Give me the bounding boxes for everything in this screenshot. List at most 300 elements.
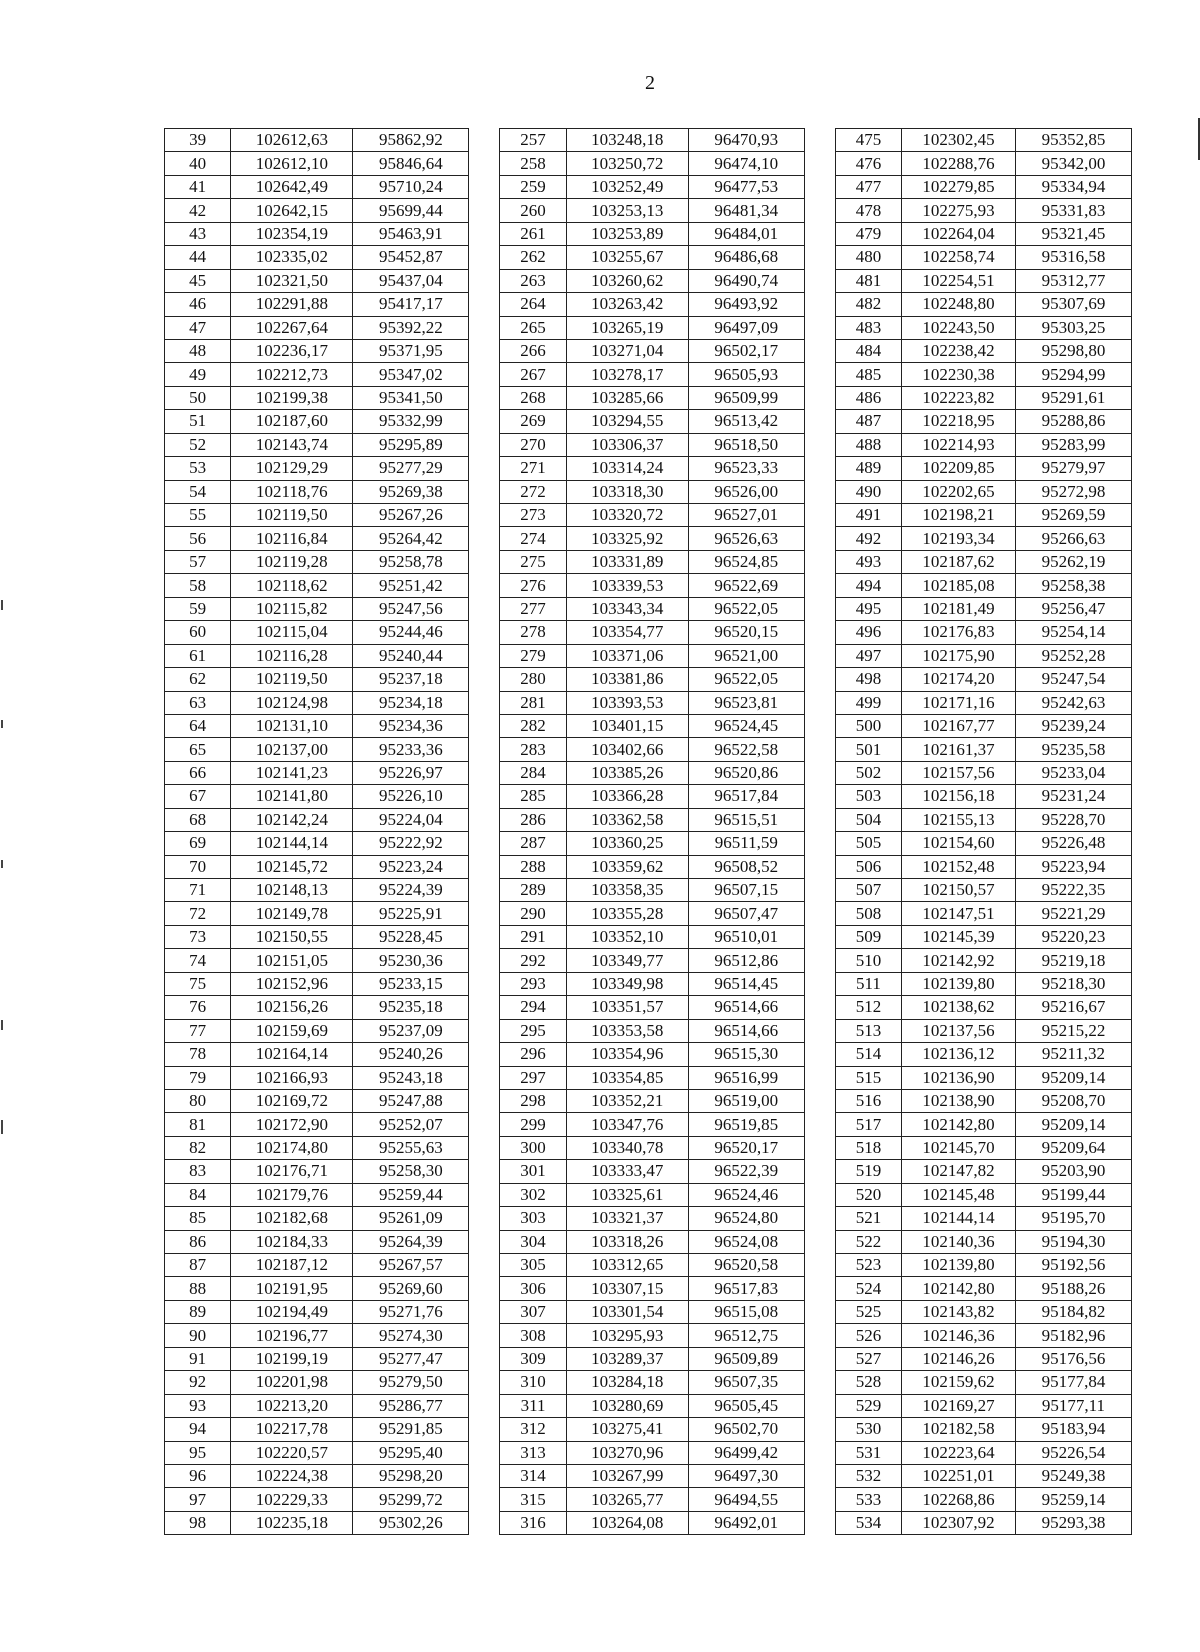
- y-coordinate-cell: 95177,84: [1015, 1371, 1131, 1394]
- table-row: [165, 433, 1132, 456]
- y-coordinate-cell: 95226,48: [1015, 832, 1131, 855]
- column-group-separator: [469, 1254, 500, 1277]
- point-number-cell: 41: [165, 175, 231, 198]
- y-coordinate-cell: 96518,50: [688, 433, 804, 456]
- point-number-cell: 312: [500, 1418, 566, 1441]
- y-coordinate-cell: 95209,64: [1015, 1136, 1131, 1159]
- point-number-cell: 513: [835, 1019, 901, 1042]
- point-number-cell: 42: [165, 199, 231, 222]
- x-coordinate-cell: 103270,96: [566, 1441, 688, 1464]
- point-number-cell: 88: [165, 1277, 231, 1300]
- y-coordinate-cell: 96523,81: [688, 691, 804, 714]
- x-coordinate-cell: 102220,57: [231, 1441, 353, 1464]
- x-coordinate-cell: 102139,80: [902, 1254, 1016, 1277]
- point-number-cell: 39: [165, 129, 231, 152]
- x-coordinate-cell: 102169,72: [231, 1089, 353, 1112]
- column-group-separator: [469, 457, 500, 480]
- y-coordinate-cell: 95222,92: [353, 832, 469, 855]
- column-group-separator: [804, 1113, 835, 1136]
- x-coordinate-cell: 102131,10: [231, 714, 353, 737]
- x-coordinate-cell: 102146,26: [902, 1347, 1016, 1370]
- table-row: [165, 996, 1132, 1019]
- table-row: [165, 246, 1132, 269]
- point-number-cell: 260: [500, 199, 566, 222]
- y-coordinate-cell: 95223,24: [353, 855, 469, 878]
- y-coordinate-cell: 95261,09: [353, 1207, 469, 1230]
- table-row: [165, 668, 1132, 691]
- y-coordinate-cell: 96494,55: [688, 1488, 804, 1511]
- y-coordinate-cell: 95352,85: [1015, 129, 1131, 152]
- y-coordinate-cell: 96499,42: [688, 1441, 804, 1464]
- y-coordinate-cell: 95371,95: [353, 339, 469, 362]
- column-group-separator: [469, 1089, 500, 1112]
- point-number-cell: 275: [500, 550, 566, 573]
- y-coordinate-cell: 95334,94: [1015, 175, 1131, 198]
- column-group-separator: [469, 1347, 500, 1370]
- point-number-cell: 265: [500, 316, 566, 339]
- y-coordinate-cell: 95235,18: [353, 996, 469, 1019]
- point-number-cell: 493: [835, 550, 901, 573]
- x-coordinate-cell: 103352,10: [566, 925, 688, 948]
- x-coordinate-cell: 102124,98: [231, 691, 353, 714]
- point-number-cell: 277: [500, 597, 566, 620]
- x-coordinate-cell: 102138,90: [902, 1089, 1016, 1112]
- column-group-separator: [804, 1160, 835, 1183]
- y-coordinate-cell: 96520,17: [688, 1136, 804, 1159]
- point-number-cell: 268: [500, 386, 566, 409]
- column-group-separator: [469, 738, 500, 761]
- x-coordinate-cell: 102149,78: [231, 902, 353, 925]
- point-number-cell: 60: [165, 621, 231, 644]
- y-coordinate-cell: 95251,42: [353, 574, 469, 597]
- y-coordinate-cell: 95316,58: [1015, 246, 1131, 269]
- point-number-cell: 95: [165, 1441, 231, 1464]
- point-number-cell: 297: [500, 1066, 566, 1089]
- x-coordinate-cell: 102138,62: [902, 996, 1016, 1019]
- x-coordinate-cell: 103253,89: [566, 222, 688, 245]
- x-coordinate-cell: 103289,37: [566, 1347, 688, 1370]
- column-group-separator: [804, 1207, 835, 1230]
- y-coordinate-cell: 95224,04: [353, 808, 469, 831]
- point-number-cell: 528: [835, 1371, 901, 1394]
- column-group-separator: [469, 902, 500, 925]
- point-number-cell: 478: [835, 199, 901, 222]
- table-row: [165, 550, 1132, 573]
- x-coordinate-cell: 103295,93: [566, 1324, 688, 1347]
- table-row: [165, 316, 1132, 339]
- x-coordinate-cell: 102144,14: [902, 1207, 1016, 1230]
- column-group-separator: [804, 714, 835, 737]
- x-coordinate-cell: 103321,37: [566, 1207, 688, 1230]
- point-number-cell: 59: [165, 597, 231, 620]
- x-coordinate-cell: 102152,96: [231, 972, 353, 995]
- column-group-separator: [804, 1230, 835, 1253]
- point-number-cell: 91: [165, 1347, 231, 1370]
- table-row: [165, 1277, 1132, 1300]
- column-group-separator: [469, 668, 500, 691]
- x-coordinate-cell: 103267,99: [566, 1464, 688, 1487]
- point-number-cell: 58: [165, 574, 231, 597]
- x-coordinate-cell: 103362,58: [566, 808, 688, 831]
- y-coordinate-cell: 95184,82: [1015, 1300, 1131, 1323]
- y-coordinate-cell: 95240,26: [353, 1043, 469, 1066]
- point-number-cell: 82: [165, 1136, 231, 1159]
- table-row: [165, 1066, 1132, 1089]
- point-number-cell: 281: [500, 691, 566, 714]
- point-number-cell: 87: [165, 1254, 231, 1277]
- column-group-separator: [804, 972, 835, 995]
- point-number-cell: 502: [835, 761, 901, 784]
- x-coordinate-cell: 102154,60: [902, 832, 1016, 855]
- y-coordinate-cell: 95437,04: [353, 269, 469, 292]
- y-coordinate-cell: 95258,30: [353, 1160, 469, 1183]
- point-number-cell: 530: [835, 1418, 901, 1441]
- column-group-separator: [804, 1511, 835, 1534]
- x-coordinate-cell: 102288,76: [902, 152, 1016, 175]
- x-coordinate-cell: 102335,02: [231, 246, 353, 269]
- x-coordinate-cell: 103340,78: [566, 1136, 688, 1159]
- x-coordinate-cell: 102161,37: [902, 738, 1016, 761]
- point-number-cell: 93: [165, 1394, 231, 1417]
- y-coordinate-cell: 95182,96: [1015, 1324, 1131, 1347]
- point-number-cell: 272: [500, 480, 566, 503]
- table-row: [165, 480, 1132, 503]
- point-number-cell: 89: [165, 1300, 231, 1323]
- y-coordinate-cell: 96524,46: [688, 1183, 804, 1206]
- x-coordinate-cell: 103349,98: [566, 972, 688, 995]
- column-group-separator: [804, 785, 835, 808]
- x-coordinate-cell: 103318,30: [566, 480, 688, 503]
- x-coordinate-cell: 102198,21: [902, 504, 1016, 527]
- y-coordinate-cell: 96514,66: [688, 1019, 804, 1042]
- point-number-cell: 296: [500, 1043, 566, 1066]
- point-number-cell: 75: [165, 972, 231, 995]
- x-coordinate-cell: 102218,95: [902, 410, 1016, 433]
- column-group-separator: [469, 1488, 500, 1511]
- x-coordinate-cell: 102129,29: [231, 457, 353, 480]
- table-row: [165, 902, 1132, 925]
- y-coordinate-cell: 95452,87: [353, 246, 469, 269]
- x-coordinate-cell: 103393,53: [566, 691, 688, 714]
- point-number-cell: 74: [165, 949, 231, 972]
- point-number-cell: 309: [500, 1347, 566, 1370]
- column-group-separator: [804, 832, 835, 855]
- column-group-separator: [469, 1394, 500, 1417]
- y-coordinate-cell: 95195,70: [1015, 1207, 1131, 1230]
- y-coordinate-cell: 96519,00: [688, 1089, 804, 1112]
- point-number-cell: 314: [500, 1464, 566, 1487]
- point-number-cell: 57: [165, 550, 231, 573]
- y-coordinate-cell: 95252,28: [1015, 644, 1131, 667]
- column-group-separator: [804, 339, 835, 362]
- column-group-separator: [469, 574, 500, 597]
- x-coordinate-cell: 102212,73: [231, 363, 353, 386]
- x-coordinate-cell: 103271,04: [566, 339, 688, 362]
- table-row: [165, 1254, 1132, 1277]
- point-number-cell: 62: [165, 668, 231, 691]
- y-coordinate-cell: 95188,26: [1015, 1277, 1131, 1300]
- y-coordinate-cell: 96507,15: [688, 879, 804, 902]
- x-coordinate-cell: 102182,58: [902, 1418, 1016, 1441]
- point-number-cell: 479: [835, 222, 901, 245]
- y-coordinate-cell: 95233,36: [353, 738, 469, 761]
- y-coordinate-cell: 95710,24: [353, 175, 469, 198]
- point-number-cell: 515: [835, 1066, 901, 1089]
- x-coordinate-cell: 102147,51: [902, 902, 1016, 925]
- point-number-cell: 258: [500, 152, 566, 175]
- point-number-cell: 70: [165, 855, 231, 878]
- y-coordinate-cell: 95228,45: [353, 925, 469, 948]
- point-number-cell: 488: [835, 433, 901, 456]
- y-coordinate-cell: 96515,08: [688, 1300, 804, 1323]
- y-coordinate-cell: 95208,70: [1015, 1089, 1131, 1112]
- column-group-separator: [804, 1488, 835, 1511]
- x-coordinate-cell: 102223,82: [902, 386, 1016, 409]
- table-row: [165, 1160, 1132, 1183]
- table-row: [165, 1089, 1132, 1112]
- y-coordinate-cell: 96510,01: [688, 925, 804, 948]
- column-group-separator: [804, 879, 835, 902]
- point-number-cell: 40: [165, 152, 231, 175]
- point-number-cell: 68: [165, 808, 231, 831]
- y-coordinate-cell: 96515,30: [688, 1043, 804, 1066]
- y-coordinate-cell: 95259,44: [353, 1183, 469, 1206]
- y-coordinate-cell: 95321,45: [1015, 222, 1131, 245]
- x-coordinate-cell: 102193,34: [902, 527, 1016, 550]
- point-number-cell: 92: [165, 1371, 231, 1394]
- x-coordinate-cell: 103312,65: [566, 1254, 688, 1277]
- point-number-cell: 271: [500, 457, 566, 480]
- table-row: [165, 855, 1132, 878]
- x-coordinate-cell: 102148,13: [231, 879, 353, 902]
- y-coordinate-cell: 95256,47: [1015, 597, 1131, 620]
- x-coordinate-cell: 102174,20: [902, 668, 1016, 691]
- column-group-separator: [804, 808, 835, 831]
- y-coordinate-cell: 95862,92: [353, 129, 469, 152]
- y-coordinate-cell: 95303,25: [1015, 316, 1131, 339]
- point-number-cell: 518: [835, 1136, 901, 1159]
- column-group-separator: [469, 1160, 500, 1183]
- column-group-separator: [469, 433, 500, 456]
- x-coordinate-cell: 102230,38: [902, 363, 1016, 386]
- y-coordinate-cell: 95277,29: [353, 457, 469, 480]
- column-group-separator: [804, 996, 835, 1019]
- x-coordinate-cell: 102229,33: [231, 1488, 353, 1511]
- point-number-cell: 266: [500, 339, 566, 362]
- x-coordinate-cell: 103371,06: [566, 644, 688, 667]
- x-coordinate-cell: 102156,18: [902, 785, 1016, 808]
- point-number-cell: 97: [165, 1488, 231, 1511]
- point-number-cell: 69: [165, 832, 231, 855]
- point-number-cell: 51: [165, 410, 231, 433]
- x-coordinate-cell: 102612,63: [231, 129, 353, 152]
- x-coordinate-cell: 103351,57: [566, 996, 688, 1019]
- table-row: [165, 504, 1132, 527]
- y-coordinate-cell: 95209,14: [1015, 1113, 1131, 1136]
- table-row: [165, 925, 1132, 948]
- column-group-separator: [469, 879, 500, 902]
- column-group-separator: [804, 1441, 835, 1464]
- point-number-cell: 289: [500, 879, 566, 902]
- table-row: [165, 293, 1132, 316]
- point-number-cell: 86: [165, 1230, 231, 1253]
- y-coordinate-cell: 95218,30: [1015, 972, 1131, 995]
- table-row: [165, 1464, 1132, 1487]
- point-number-cell: 489: [835, 457, 901, 480]
- x-coordinate-cell: 102302,45: [902, 129, 1016, 152]
- point-number-cell: 509: [835, 925, 901, 948]
- column-group-separator: [804, 433, 835, 456]
- y-coordinate-cell: 95269,38: [353, 480, 469, 503]
- y-coordinate-cell: 95239,24: [1015, 714, 1131, 737]
- y-coordinate-cell: 95183,94: [1015, 1418, 1131, 1441]
- y-coordinate-cell: 95226,10: [353, 785, 469, 808]
- y-coordinate-cell: 96527,01: [688, 504, 804, 527]
- x-coordinate-cell: 103325,92: [566, 527, 688, 550]
- x-coordinate-cell: 102143,82: [902, 1300, 1016, 1323]
- point-number-cell: 529: [835, 1394, 901, 1417]
- y-coordinate-cell: 95231,24: [1015, 785, 1131, 808]
- point-number-cell: 498: [835, 668, 901, 691]
- y-coordinate-cell: 95216,67: [1015, 996, 1131, 1019]
- point-number-cell: 306: [500, 1277, 566, 1300]
- column-group-separator: [804, 386, 835, 409]
- column-group-separator: [469, 1230, 500, 1253]
- column-group-separator: [469, 1043, 500, 1066]
- y-coordinate-cell: 96492,01: [688, 1511, 804, 1534]
- point-number-cell: 310: [500, 1371, 566, 1394]
- x-coordinate-cell: 102354,19: [231, 222, 353, 245]
- y-coordinate-cell: 95249,38: [1015, 1464, 1131, 1487]
- column-group-separator: [469, 925, 500, 948]
- point-number-cell: 487: [835, 410, 901, 433]
- column-group-separator: [469, 996, 500, 1019]
- y-coordinate-cell: 95247,54: [1015, 668, 1131, 691]
- point-number-cell: 269: [500, 410, 566, 433]
- column-group-separator: [804, 855, 835, 878]
- point-number-cell: 497: [835, 644, 901, 667]
- column-group-separator: [804, 621, 835, 644]
- point-number-cell: 262: [500, 246, 566, 269]
- column-group-separator: [804, 480, 835, 503]
- y-coordinate-cell: 95392,22: [353, 316, 469, 339]
- table-row: [165, 1300, 1132, 1323]
- column-group-separator: [804, 1324, 835, 1347]
- y-coordinate-cell: 95295,89: [353, 433, 469, 456]
- column-group-separator: [804, 925, 835, 948]
- x-coordinate-cell: 103285,66: [566, 386, 688, 409]
- column-group-separator: [804, 738, 835, 761]
- column-group-separator: [469, 152, 500, 175]
- x-coordinate-cell: 103263,42: [566, 293, 688, 316]
- column-group-separator: [469, 1464, 500, 1487]
- y-coordinate-cell: 96522,39: [688, 1160, 804, 1183]
- x-coordinate-cell: 102321,50: [231, 269, 353, 292]
- y-coordinate-cell: 95177,11: [1015, 1394, 1131, 1417]
- x-coordinate-cell: 102142,92: [902, 949, 1016, 972]
- table-row: [165, 199, 1132, 222]
- y-coordinate-cell: 96505,45: [688, 1394, 804, 1417]
- x-coordinate-cell: 102185,08: [902, 574, 1016, 597]
- x-coordinate-cell: 102159,62: [902, 1371, 1016, 1394]
- y-coordinate-cell: 95264,39: [353, 1230, 469, 1253]
- point-number-cell: 80: [165, 1089, 231, 1112]
- y-coordinate-cell: 95271,76: [353, 1300, 469, 1323]
- y-coordinate-cell: 96474,10: [688, 152, 804, 175]
- table-row: [165, 1441, 1132, 1464]
- point-number-cell: 482: [835, 293, 901, 316]
- y-coordinate-cell: 96520,86: [688, 761, 804, 784]
- point-number-cell: 65: [165, 738, 231, 761]
- y-coordinate-cell: 95274,30: [353, 1324, 469, 1347]
- y-coordinate-cell: 95194,30: [1015, 1230, 1131, 1253]
- column-group-separator: [804, 1347, 835, 1370]
- x-coordinate-cell: 102159,69: [231, 1019, 353, 1042]
- table-row: [165, 1136, 1132, 1159]
- x-coordinate-cell: 102248,80: [902, 293, 1016, 316]
- x-coordinate-cell: 103301,54: [566, 1300, 688, 1323]
- table-row: [165, 152, 1132, 175]
- x-coordinate-cell: 102156,26: [231, 996, 353, 1019]
- point-number-cell: 481: [835, 269, 901, 292]
- y-coordinate-cell: 95211,32: [1015, 1043, 1131, 1066]
- x-coordinate-cell: 103353,58: [566, 1019, 688, 1042]
- x-coordinate-cell: 102612,10: [231, 152, 353, 175]
- x-coordinate-cell: 102147,82: [902, 1160, 1016, 1183]
- point-number-cell: 485: [835, 363, 901, 386]
- y-coordinate-cell: 95252,07: [353, 1113, 469, 1136]
- x-coordinate-cell: 102167,77: [902, 714, 1016, 737]
- point-number-cell: 291: [500, 925, 566, 948]
- table-row: [165, 949, 1132, 972]
- point-number-cell: 67: [165, 785, 231, 808]
- column-group-separator: [804, 1089, 835, 1112]
- column-group-separator: [469, 808, 500, 831]
- point-number-cell: 284: [500, 761, 566, 784]
- column-group-separator: [469, 222, 500, 245]
- y-coordinate-cell: 96512,75: [688, 1324, 804, 1347]
- x-coordinate-cell: 103339,53: [566, 574, 688, 597]
- y-coordinate-cell: 95228,70: [1015, 808, 1131, 831]
- table-row: [165, 339, 1132, 362]
- point-number-cell: 496: [835, 621, 901, 644]
- point-number-cell: 525: [835, 1300, 901, 1323]
- point-number-cell: 503: [835, 785, 901, 808]
- point-number-cell: 273: [500, 504, 566, 527]
- table-row: [165, 386, 1132, 409]
- x-coordinate-cell: 103275,41: [566, 1418, 688, 1441]
- y-coordinate-cell: 95247,88: [353, 1089, 469, 1112]
- y-coordinate-cell: 95342,00: [1015, 152, 1131, 175]
- x-coordinate-cell: 102141,23: [231, 761, 353, 784]
- y-coordinate-cell: 95247,56: [353, 597, 469, 620]
- x-coordinate-cell: 103250,72: [566, 152, 688, 175]
- table-row: [165, 738, 1132, 761]
- point-number-cell: 90: [165, 1324, 231, 1347]
- point-number-cell: 53: [165, 457, 231, 480]
- point-number-cell: 276: [500, 574, 566, 597]
- x-coordinate-cell: 102223,64: [902, 1441, 1016, 1464]
- point-number-cell: 484: [835, 339, 901, 362]
- x-coordinate-cell: 102187,62: [902, 550, 1016, 573]
- y-coordinate-cell: 95222,35: [1015, 879, 1131, 902]
- y-coordinate-cell: 95291,85: [353, 1418, 469, 1441]
- x-coordinate-cell: 103402,66: [566, 738, 688, 761]
- x-coordinate-cell: 102140,36: [902, 1230, 1016, 1253]
- column-group-separator: [804, 1254, 835, 1277]
- x-coordinate-cell: 102116,28: [231, 644, 353, 667]
- table-row: [165, 1371, 1132, 1394]
